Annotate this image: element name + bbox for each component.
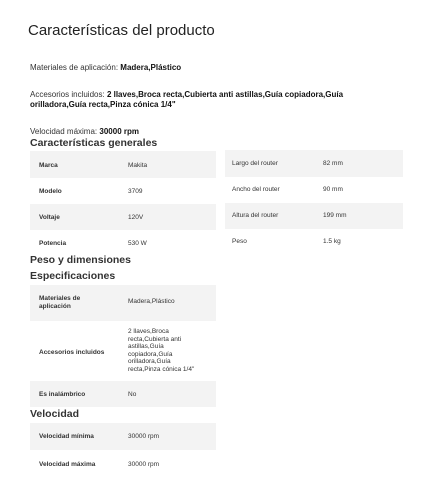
- row-value: Madera,Plástico: [128, 298, 175, 305]
- speed-table: [30, 423, 216, 476]
- table-row: [30, 230, 216, 256]
- row-key: Marca: [39, 162, 58, 169]
- table-row: [30, 321, 216, 381]
- row-value: Makita: [128, 162, 148, 169]
- value-line: astillas,Guía: [128, 343, 164, 351]
- row-value: 1.5 kg: [323, 238, 341, 245]
- page-title: Características del producto: [28, 22, 215, 39]
- accessories-summary: [30, 90, 400, 110]
- row-value: 3709: [128, 188, 143, 195]
- row-key: Velocidad máxima: [39, 461, 96, 468]
- table-row: [30, 178, 216, 204]
- speed-value: 30000 rpm: [99, 127, 139, 136]
- value-line: orilladora,Guía: [128, 358, 171, 366]
- row-key: Velocidad mínima: [39, 433, 94, 440]
- row-key: Ancho del router: [232, 186, 280, 193]
- value-line: copiadora,Guía: [128, 350, 173, 358]
- row-key: [39, 295, 80, 310]
- table-row: [30, 204, 216, 230]
- row-key: Es inalámbrico: [39, 391, 86, 398]
- materials-value: Madera,Plástico: [120, 63, 182, 72]
- value-line: recta,Pinza cónica 1/4": [128, 365, 195, 373]
- row-value: 120V: [128, 214, 144, 221]
- table-row: [30, 423, 216, 450]
- specs-table: [30, 285, 216, 407]
- speed-heading: Velocidad: [30, 408, 80, 420]
- table-row: [225, 177, 403, 203]
- accessories-label: Accesorios incluidos:: [30, 90, 105, 99]
- row-value: 30000 rpm: [128, 433, 160, 440]
- table-row: [225, 229, 403, 255]
- table-row: [225, 203, 403, 229]
- row-value: 199 mm: [323, 212, 347, 219]
- materials-label: Materiales de aplicación:: [30, 63, 119, 72]
- general-table-right: [225, 150, 403, 255]
- row-key-line: aplicación: [39, 302, 71, 310]
- row-key: Altura del router: [232, 212, 279, 219]
- row-value: [128, 328, 194, 374]
- row-value: No: [128, 391, 137, 398]
- speed-summary: [30, 127, 139, 137]
- row-value: 90 mm: [323, 186, 343, 193]
- table-row: [30, 381, 216, 407]
- value-line: recta,Cubierta anti: [128, 335, 182, 343]
- row-key: Largo del router: [232, 160, 278, 167]
- weight-heading: Peso y dimensiones: [30, 254, 131, 266]
- general-table-left: [30, 151, 216, 256]
- row-key: Accesorios incluidos: [39, 349, 105, 356]
- general-heading: Características generales: [30, 137, 158, 149]
- table-row: [30, 151, 216, 178]
- row-value: 30000 rpm: [128, 461, 160, 468]
- materials-summary: [30, 63, 181, 73]
- speed-label: Velocidad máxima:: [30, 127, 98, 136]
- row-key: Peso: [232, 238, 247, 245]
- row-value: 530 W: [128, 240, 147, 247]
- row-key-line: Materiales de: [39, 295, 81, 302]
- row-key: Modelo: [39, 188, 62, 195]
- row-key: Voltaje: [39, 214, 60, 221]
- table-row: [30, 285, 216, 321]
- accessories-value: 2 llaves,Broca recta,Cubierta anti astillas,Guía copiadora,Guía orilladora,Guía recta,Pinza cónica 1/4": [30, 90, 344, 109]
- value-line: 2 llaves,Broca: [128, 328, 169, 335]
- table-row: [30, 450, 216, 476]
- specs-heading: Especificaciones: [30, 270, 116, 282]
- row-key: Potencia: [39, 240, 67, 247]
- table-row: [225, 150, 403, 177]
- row-value: 82 mm: [323, 160, 343, 167]
